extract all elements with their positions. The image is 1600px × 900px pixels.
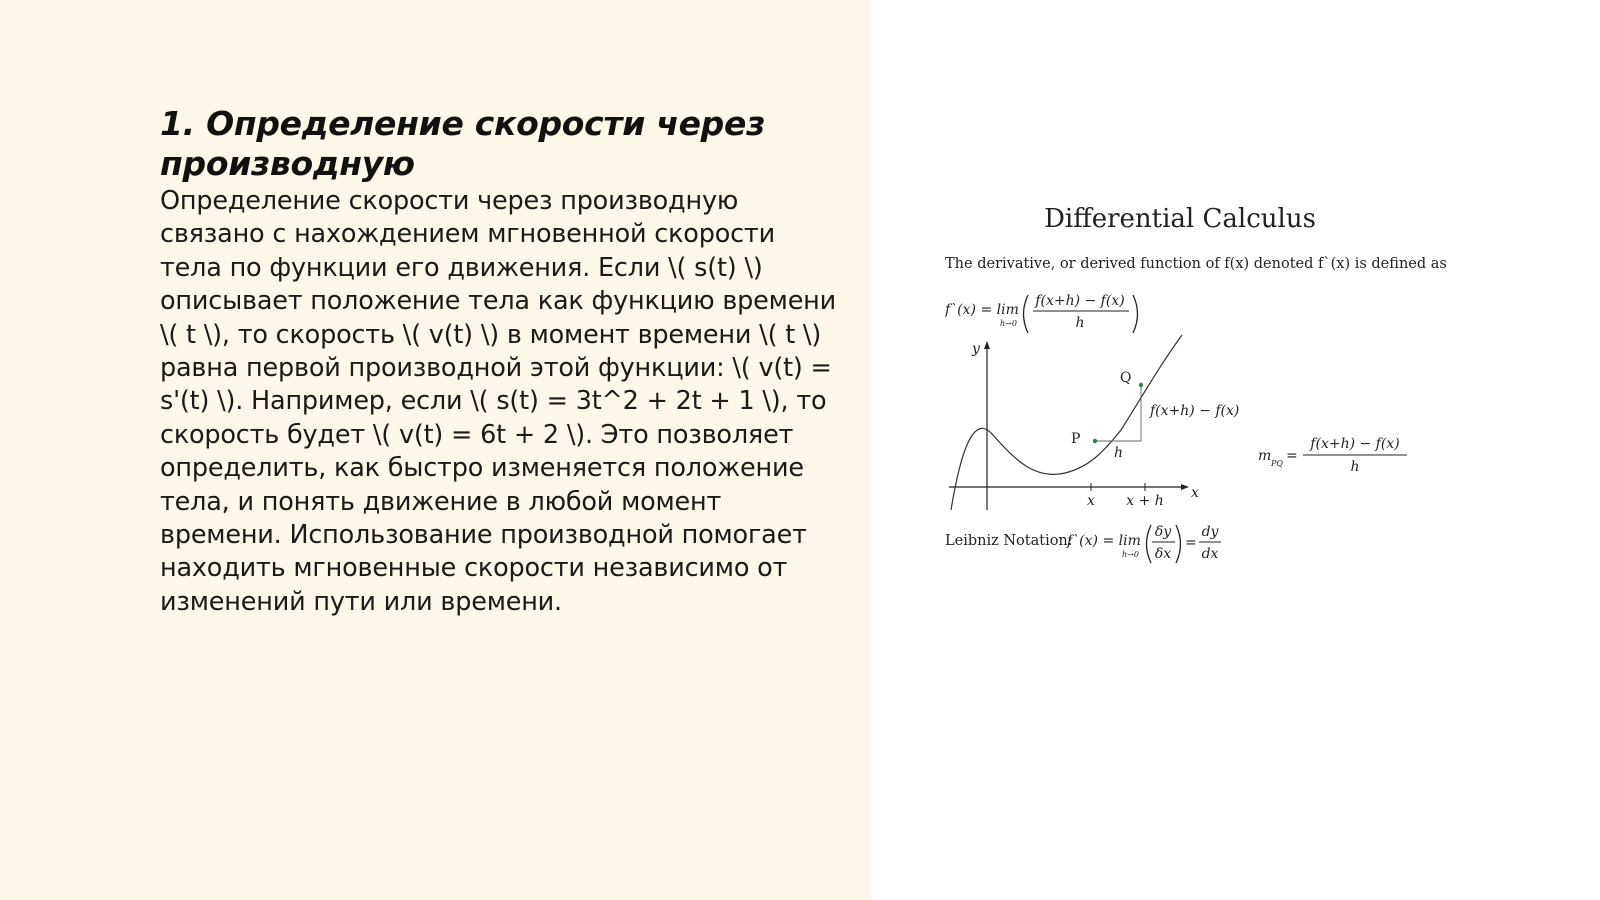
slope-sub: PQ xyxy=(1271,459,1283,468)
leibniz-denominator: δx xyxy=(1154,546,1172,562)
definition-numerator: f(x+h) − f(x) xyxy=(1035,293,1125,309)
figure-intro: The derivative, or derived function of f(x) denoted f`(x) is defined as xyxy=(945,256,1447,272)
leibniz-equals: = xyxy=(1185,535,1197,551)
tick-x-label: x xyxy=(1087,493,1095,509)
slide-title: 1. Определение скорости через производную xyxy=(160,104,765,183)
y-axis-label: y xyxy=(972,341,980,357)
leibniz-left-paren xyxy=(1147,525,1152,563)
tick-xh-label: x + h xyxy=(1126,493,1164,509)
definition-denominator: h xyxy=(1075,315,1085,331)
run-label: h xyxy=(1114,445,1124,461)
leibniz-dy: dy xyxy=(1201,524,1219,540)
leibniz-lhs: f`(x) = lim xyxy=(1067,533,1141,549)
point-q xyxy=(1139,383,1143,387)
derivative-diagram xyxy=(945,195,1455,590)
definition-limit-sub: h→0 xyxy=(1000,319,1017,328)
leibniz-right-paren xyxy=(1176,525,1181,563)
x-axis-arrow xyxy=(1181,484,1189,490)
figure-heading: Differential Calculus xyxy=(1044,204,1316,234)
x-axis-label: x xyxy=(1191,485,1199,501)
right-paren xyxy=(1133,295,1138,333)
leibniz-label: Leibniz Notation: xyxy=(945,533,1073,549)
leibniz-numerator: δy xyxy=(1154,524,1172,540)
derivative-figure xyxy=(945,195,1455,590)
function-curve xyxy=(951,335,1182,510)
slope-lhs: m xyxy=(1258,448,1272,464)
left-paren xyxy=(1024,295,1029,333)
slide-body-text: Определение скорости через производную связано с нахождением мгновенной скорости тела по функции его движения. Если \( s(t) \) описывает положение тела как функцию времени \( t \), то скорость \( v(t) \) в момент времени \( t \) равна первой производной этой функции: \( v(t) = s'(t) \). Например, если \( s(t) = 3t^2 + 2t + 1 \), то скорость будет \( v(t) = 6t + 2 \). Это позволяет определить, как быстро изменяется положение тела, и понять движение в любой момент времени. Использование производной помогает находить мгновенные скорости независимо от изменений пути или времени. xyxy=(160,186,837,617)
slope-numerator: f(x+h) − f(x) xyxy=(1310,436,1400,452)
rise-label: f(x+h) − f(x) xyxy=(1150,403,1240,419)
point-p-label: P xyxy=(1071,431,1081,447)
leibniz-limit-sub: h→0 xyxy=(1122,550,1139,559)
definition-lhs: f`(x) = lim xyxy=(945,302,1019,318)
slope-equals: = xyxy=(1286,448,1298,464)
point-q-label: Q xyxy=(1120,370,1132,386)
point-p xyxy=(1093,439,1097,443)
slope-denominator: h xyxy=(1350,459,1360,475)
y-axis-arrow xyxy=(984,341,990,349)
leibniz-dx: dx xyxy=(1201,546,1219,562)
